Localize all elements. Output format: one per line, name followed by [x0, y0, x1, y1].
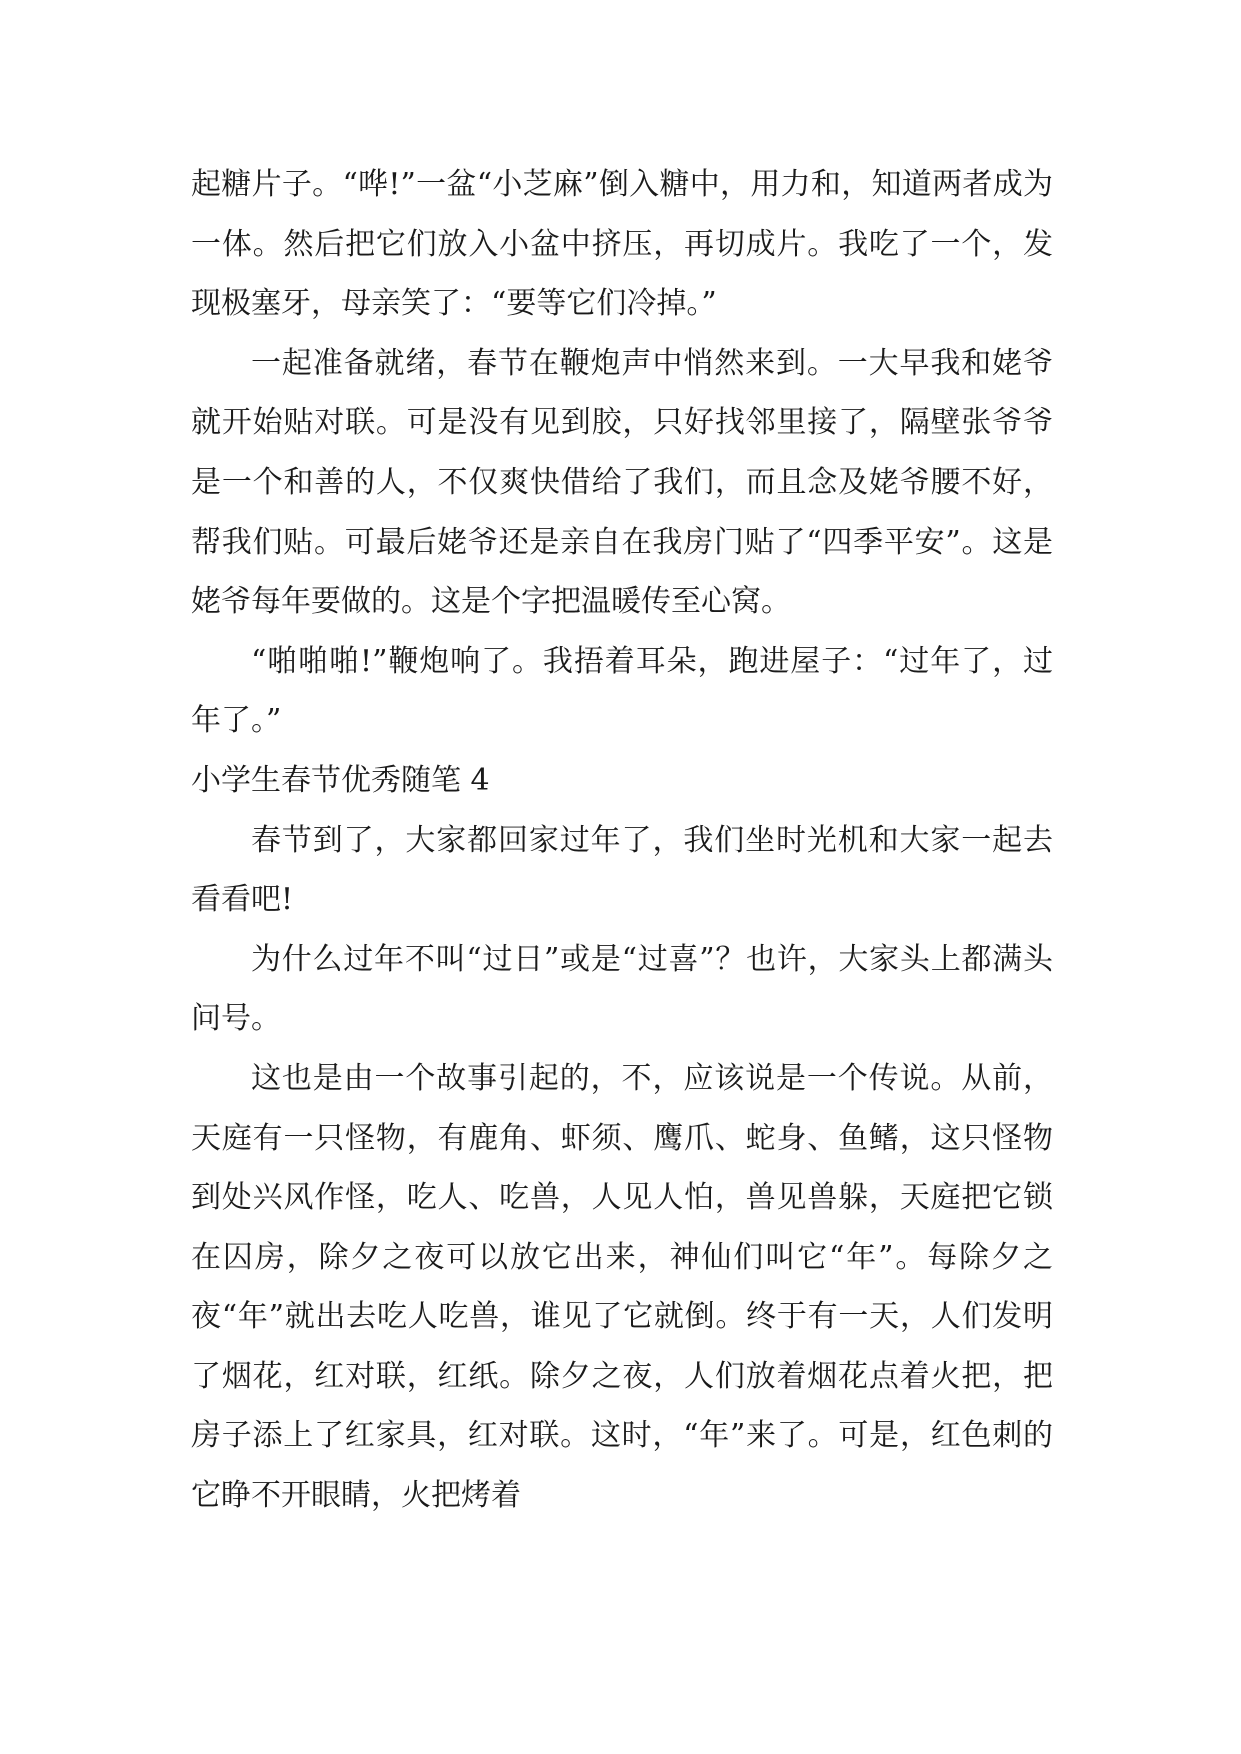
paragraph-nian-legend: 这也是由一个故事引起的，不，应该说是一个传说。从前，天庭有一只怪物，有鹿角、虾须、鹰爪、蛇身、鱼鳍，这只怪物到处兴风作怪，吃人、吃兽，人见人怕，兽见兽躲，天庭把它锁在囚房，除夕之夜可以放它出来，神仙们叫它“年”。每除夕之夜“年”就出去吃人吃兽，谁见了它就倒。终于有一天，人们发明了烟花，红对联，红纸。除夕之夜，人们放着烟花点着火把，把房子添上了红家具，红对联。这时，“年”来了。可是，红色刺的它睁不开眼睛，火把烤着 [191, 1060, 1053, 1514]
paragraph-firecrackers: “啪啪啪!”鞭炮响了。我捂着耳朵，跑进屋子：“过年了，过年了。” [191, 643, 1053, 739]
paragraph-candy-making: 起糖片子。“哗!”一盆“小芝麻”倒入糖中，用力和，知道两者成为一体。然后把它们放入小盆中挤压，再切成片。我吃了一个，发现极塞牙，母亲笑了：“要等它们冷掉。” [191, 167, 1053, 322]
paragraph-couplets: 一起准备就绪，春节在鞭炮声中悄然来到。一大早我和姥爷就开始贴对联。可是没有见到胶，只好找邻里接了，隔壁张爷爷是一个和善的人，不仅爽快借给了我们，而且念及姥爷腰不好，帮我们贴。可最后姥爷还是亲自在我房门贴了“四季平安”。这是姥爷每年要做的。这是个字把温暖传至心窝。 [191, 345, 1053, 620]
paragraph-question: 为什么过年不叫“过日”或是“过喜”？也许，大家头上都满头问号。 [191, 941, 1053, 1037]
section-heading: 小学生春节优秀随笔 4 [191, 762, 490, 798]
document-body [191, 155, 1053, 1526]
paragraph-time-machine: 春节到了，大家都回家过年了，我们坐时光机和大家一起去看看吧! [191, 822, 1053, 918]
